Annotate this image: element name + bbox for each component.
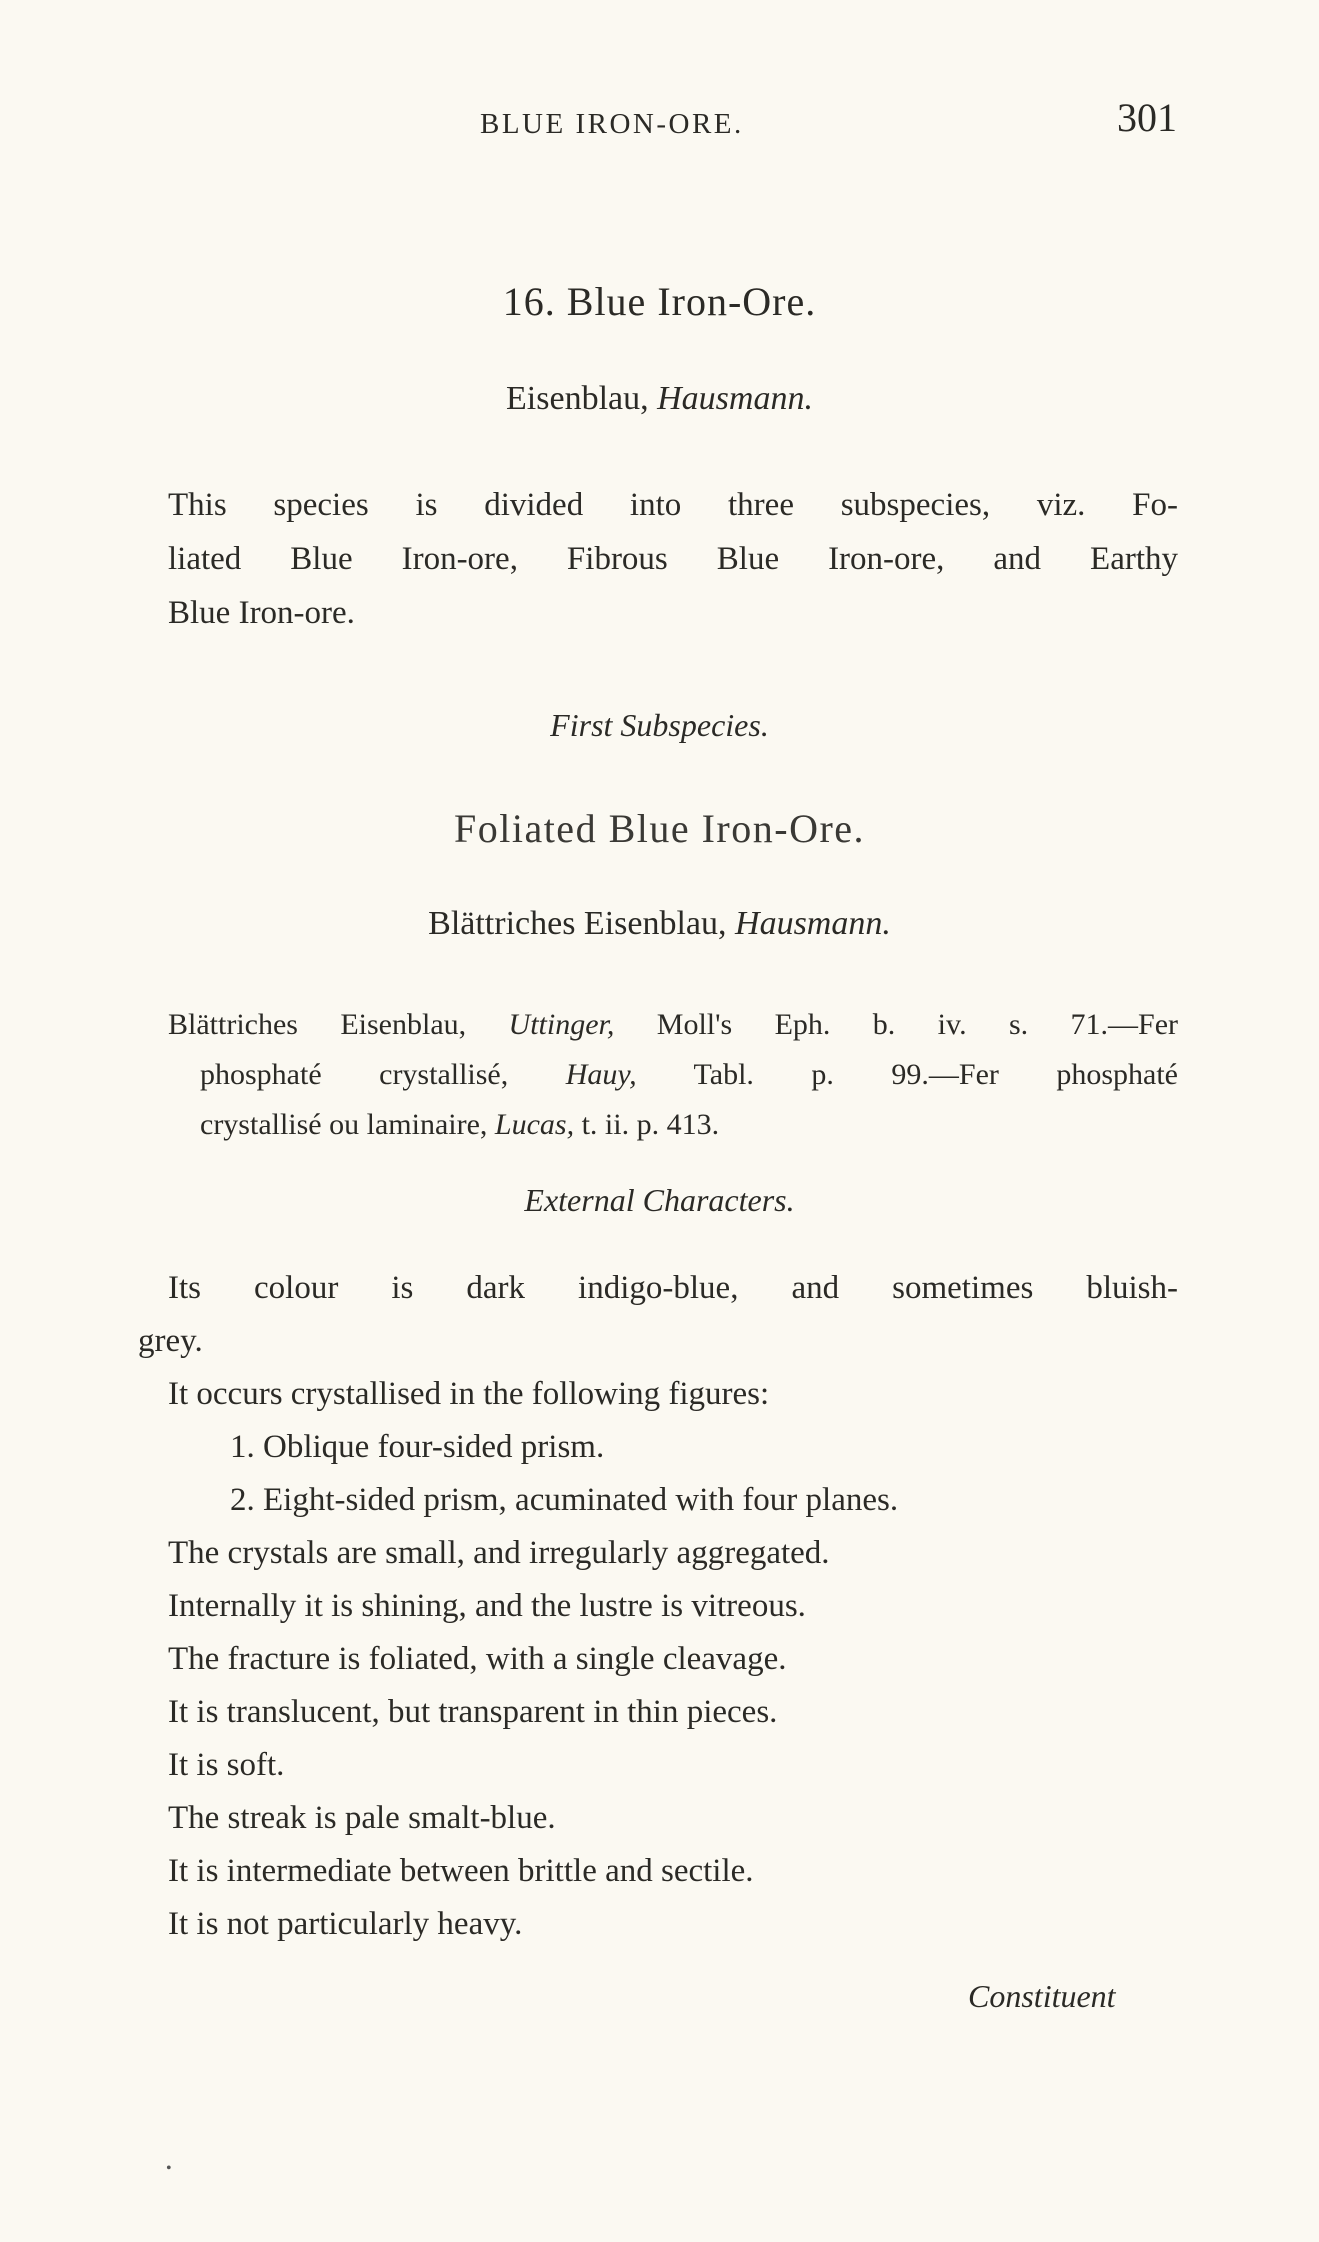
external-characters-heading: External Characters. — [524, 1182, 795, 1218]
page-number: 301 — [1117, 95, 1177, 140]
reference-line: Blättriches Eisenblau, Uttinger, Moll's Eph. b. iv. s. 71.—Fer — [168, 1008, 1179, 1041]
character-line: It is intermediate between brittle and sectile. — [168, 1853, 754, 1889]
intro-line: Blue Iron-ore. — [168, 595, 355, 631]
character-line: It is translucent, but transparent in thin pieces. — [168, 1694, 778, 1730]
synonym-name: Eisenblau, — [506, 380, 649, 417]
subspecies-synonym-author: Hausmann. — [735, 905, 891, 942]
catchword: Constituent — [968, 1978, 1116, 2014]
character-line: 2. Eight-sided prism, acuminated with four planes. — [230, 1482, 899, 1518]
subspecies-heading: First Subspecies. — [550, 707, 769, 743]
species-synonym — [0, 380, 1319, 418]
subspecies-synonym — [0, 905, 1319, 943]
character-line: grey. — [138, 1323, 203, 1359]
subspecies-title: Foliated Blue Iron-Ore. — [453, 806, 866, 851]
character-line: The crystals are small, and irregularly aggregated. — [168, 1535, 830, 1571]
subspecies-synonym-name: Blättriches Eisenblau, — [428, 905, 727, 942]
intro-line: This species is divided into three subspecies, viz. Fo- — [168, 487, 1178, 523]
character-line: It is soft. — [168, 1747, 285, 1783]
characters-list — [138, 1262, 1178, 1951]
character-line: 1. Oblique four-sided prism. — [230, 1429, 605, 1465]
synonym-author: Hausmann. — [657, 380, 813, 417]
running-head: BLUE IRON-ORE. — [480, 108, 744, 140]
character-line: Its colour is dark indigo-blue, and sometimes bluish- — [168, 1270, 1178, 1306]
character-line: The fracture is foliated, with a single cleavage. — [168, 1641, 787, 1677]
intro-paragraph — [168, 478, 1178, 640]
synonymy-references — [168, 1000, 1178, 1150]
reference-line: phosphaté crystallisé, Hauy, Tabl. p. 99.—Fer phosphaté — [200, 1058, 1178, 1091]
species-title: 16. Blue Iron-Ore. — [502, 279, 817, 324]
character-line: It occurs crystallised in the following figures: — [168, 1376, 770, 1412]
intro-line: liated Blue Iron-ore, Fibrous Blue Iron-ore, and Earthy — [168, 541, 1178, 577]
signature-mark: • — [166, 2160, 172, 2177]
character-line: Internally it is shining, and the lustre is vitreous. — [168, 1588, 806, 1624]
character-line: It is not particularly heavy. — [168, 1906, 523, 1942]
character-line: The streak is pale smalt-blue. — [168, 1800, 556, 1836]
reference-line: crystallisé ou laminaire, Lucas, t. ii. p. 413. — [200, 1108, 720, 1141]
